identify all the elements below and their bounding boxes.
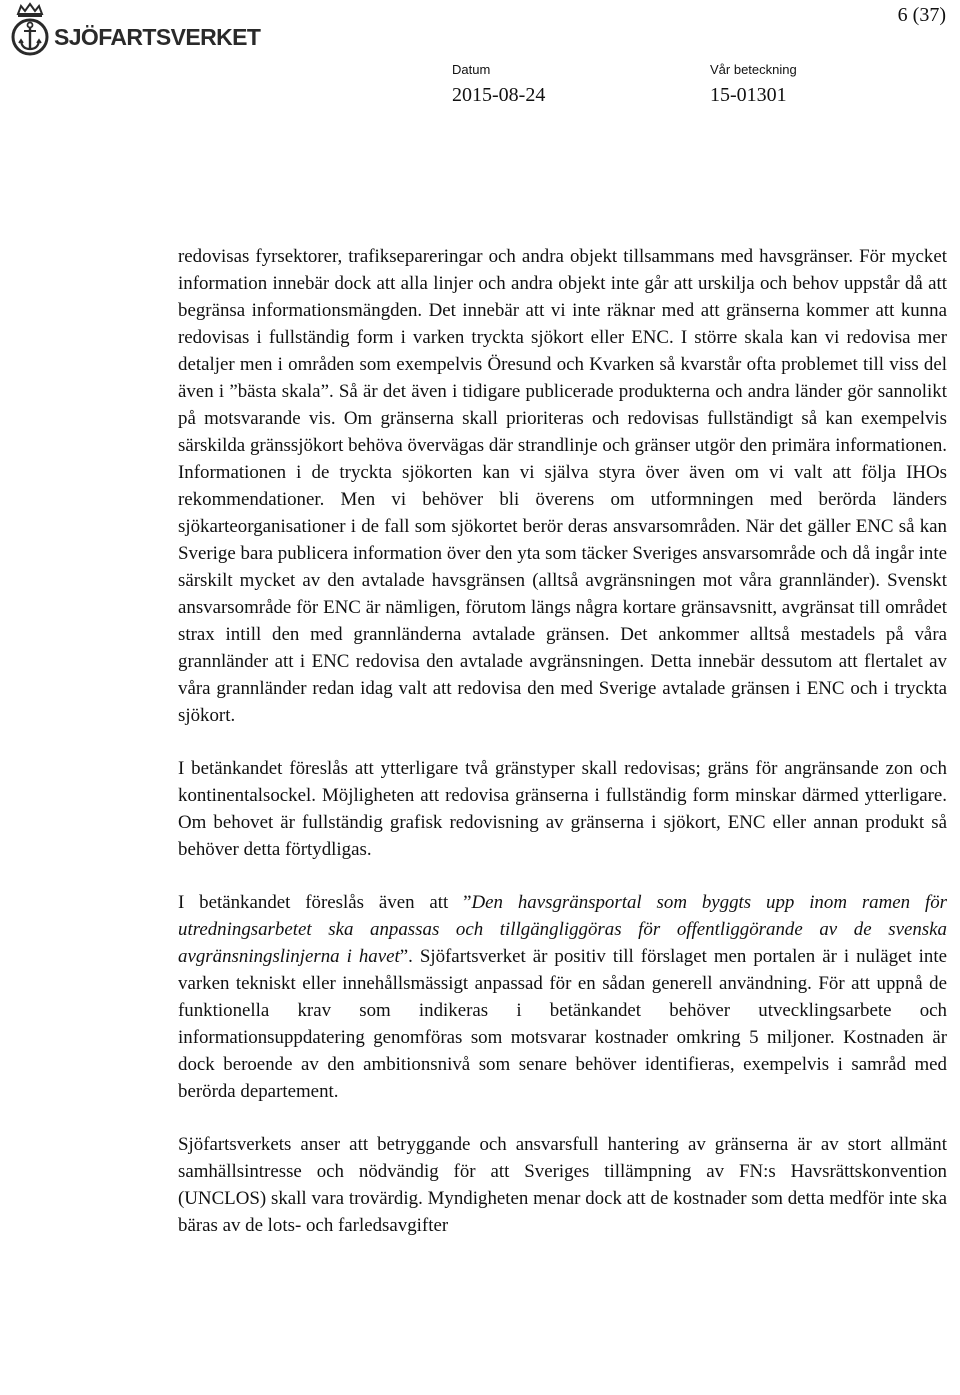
paragraph: Sjöfartsverkets anser att betryggande och ansvarsfull hantering av gränserna är av stort allmänt samhällsintresse och nödvändig för att Sveriges tillämpning av FN:s Havsrättskonvention (UNCLOS) skall vara trovärdig. Myndigheten menar dock att de kostnader som detta medför inte ska bäras av de lots- och farledsavgifter <box>178 1134 947 1236</box>
document-body <box>178 243 947 1239</box>
reference-value: 15-01301 <box>710 84 787 106</box>
date-value: 2015-08-24 <box>452 84 546 106</box>
page-number: 6 (37) <box>897 4 946 26</box>
paragraph: redovisas fyrsektorer, trafiksepareringar och andra objekt tillsammans med havsgränser. För mycket information innebär dock att alla linjer och andra objekt inte går att urskilja och behov uppstår då att begränsa informationsmängden. Det innebär att vi inte räknar med att gränserna kommer att kunna redovisas i fullständig form i varken tryckta sjökort eller ENC. I större skala kan vi redovisa mer detaljer men i områden som exempelvis Öresund och Kvarken så kvarstår ofta problemet till viss del även i ”bästa skala”. Så är det även i tidigare publicerade produkterna och andra länder gör sannolikt på motsvarande vis. Om gränserna skall prioriteras och redovisas fullständigt så kan exempelvis särskilda gränssjökort behöva övervägas där strandlinje och gränser utgör den primära informationen. Informationen i de tryckta sjökorten kan vi själva styra över även om vi valt att följa IHOs rekommendationer. Men vi behöver bli överens om utformningen med berörda länders sjökarteorganisationer i de fall som sjökortet berör deras ansvarsområden. När det gäller ENC så kan Sverige bara publicera information över den yta som täcker Sveriges ansvarsområde och då ingår inte särskilt mycket av den avtalade havsgränsen (alltså avgränsningen mot våra grannländer). Svenskt ansvarsområde för ENC är nämligen, förutom längs några kortare gränsavsnitt, avgränsat till området strax intill den med grannländerna avtalade gränsen. Det ankommer alltså mestadels på våra grannländer att i ENC redovisa den avtalade avgränsningen. Detta innebär dessutom att flertalet av våra grannländer redan idag valt att redovisa den med Sverige avtalade gränsen i ENC och i tryckta sjökort. <box>178 246 947 726</box>
sjofartsverket-logo <box>10 2 261 62</box>
paragraph-text: ”. Sjöfartsverket är positiv till förslaget men portalen är i nuläget inte varken tekniskt eller innehållsmässigt anpassad för en sådan generell användning. För att uppnå de funktionella krav som indikeras i betänkandet behöver utvecklingsarbete och informationsuppdatering genomföras som motsvarar kostnader omkring 5 miljoner. Kostnaden är dock beroende av den ambitionsnivå som senare behöver identifieras, exempelvis i samråd med berörda departement. <box>178 946 947 1102</box>
paragraph-text: I betänkandet föreslås även att ” <box>178 892 472 913</box>
quoted-proposal: Den havsgränsportal som byggts upp inom ramen för utredningsarbetet ska anpassas och tillgängliggöras för offentliggörande av de svenska avgränsningslinjerna i havet <box>178 892 947 967</box>
logo-wordmark: SJÖFARTSVERKET <box>54 24 261 50</box>
date-block <box>452 63 545 105</box>
crowned-anchor-emblem-icon <box>10 2 50 60</box>
paragraph: I betänkandet föreslås att ytterligare två gränstyper skall redovisas; gräns för angränsande zon och kontinentalsockel. Möjligheten att redovisa gränserna i fullständig form minskar därmed ytterligare. Om behovet är fullständig grafisk redovisning av gränserna i sjökort, ENC eller annan produkt så behöver detta förtydligas. <box>178 758 947 860</box>
paragraph <box>178 889 947 1105</box>
reference-label: Vår beteckning <box>710 62 797 77</box>
reference-block <box>710 63 797 105</box>
date-label: Datum <box>452 62 491 77</box>
